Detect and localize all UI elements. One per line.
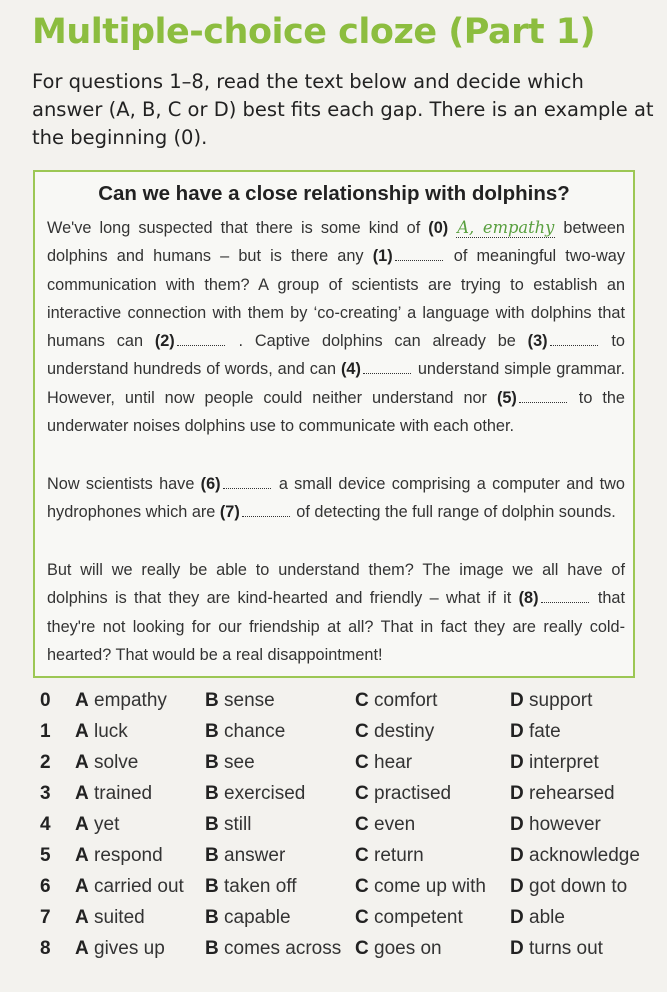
option-d[interactable]: D acknowledge bbox=[510, 845, 640, 866]
option-row bbox=[0, 721, 667, 752]
question-number: 1 bbox=[40, 721, 51, 742]
option-b[interactable]: B answer bbox=[205, 845, 286, 866]
gap-8[interactable] bbox=[541, 601, 589, 603]
option-row bbox=[0, 938, 667, 969]
gap-number-5: (5) bbox=[496, 388, 517, 407]
example-answer: A, empathy bbox=[457, 218, 555, 237]
option-b[interactable]: B still bbox=[205, 814, 252, 835]
question-number: 0 bbox=[40, 690, 51, 711]
option-c[interactable]: C destiny bbox=[355, 721, 435, 742]
option-b[interactable]: B comes across bbox=[205, 938, 342, 959]
option-d[interactable]: D fate bbox=[510, 721, 561, 742]
passage-paragraph-1: We've long suspected that there is some kind of (0) A, empathy between dolphins and humans – but is there any (1) of meaningful two-way communication with them? A group of scientists are trying to establish an interactive connection with them by ‘co-creating’ a language with dolphins that humans can (2) . Captive dolphins can already be (3) to understand hundreds of words, and can (4) understand simple grammar. However, until now people could neither understand nor (5) to the underwater noises dolphins use to communicate with each other. bbox=[47, 218, 626, 436]
gap-4[interactable] bbox=[363, 372, 411, 374]
option-a[interactable]: A trained bbox=[75, 783, 153, 804]
option-a[interactable]: A carried out bbox=[75, 876, 184, 897]
option-b[interactable]: B chance bbox=[205, 721, 286, 742]
option-row bbox=[0, 783, 667, 814]
gap-number-0: (0) bbox=[428, 219, 449, 237]
option-d[interactable]: D however bbox=[510, 814, 601, 835]
option-a[interactable]: A suited bbox=[75, 907, 145, 928]
option-b[interactable]: B taken off bbox=[205, 876, 297, 897]
option-row bbox=[0, 814, 667, 845]
option-d[interactable]: D rehearsed bbox=[510, 783, 615, 804]
option-a[interactable]: A respond bbox=[75, 845, 163, 866]
option-row bbox=[0, 876, 667, 907]
option-c[interactable]: C competent bbox=[355, 907, 463, 928]
option-b[interactable]: B capable bbox=[205, 907, 291, 928]
option-row bbox=[0, 845, 667, 876]
option-a[interactable]: A luck bbox=[75, 721, 128, 742]
gap-number-3: (3) bbox=[527, 332, 548, 351]
passage-title: Can we have a close relationship with dolphins? bbox=[98, 182, 570, 205]
gap-number-8: (8) bbox=[518, 589, 539, 608]
option-b[interactable]: B sense bbox=[205, 690, 275, 711]
page-title: Multiple-choice cloze (Part 1) bbox=[32, 12, 596, 52]
option-a[interactable]: A gives up bbox=[75, 938, 165, 959]
gap-number-1: (1) bbox=[372, 247, 393, 266]
option-c[interactable]: C goes on bbox=[355, 938, 442, 959]
gap-7[interactable] bbox=[242, 515, 290, 517]
option-d[interactable]: D able bbox=[510, 907, 565, 928]
gap-3[interactable] bbox=[550, 344, 598, 346]
option-row bbox=[0, 907, 667, 938]
gap-2[interactable] bbox=[177, 344, 225, 346]
option-c[interactable]: C comfort bbox=[355, 690, 438, 711]
option-c[interactable]: C come up with bbox=[355, 876, 486, 897]
gap-number-6: (6) bbox=[200, 475, 221, 493]
gap-6[interactable] bbox=[223, 487, 271, 489]
option-b[interactable]: B exercised bbox=[205, 783, 306, 804]
option-c[interactable]: C return bbox=[355, 845, 424, 866]
question-number: 5 bbox=[40, 845, 51, 866]
question-number: 2 bbox=[40, 752, 51, 773]
question-number: 6 bbox=[40, 876, 51, 897]
option-c[interactable]: C practised bbox=[355, 783, 452, 804]
option-d[interactable]: D interpret bbox=[510, 752, 599, 773]
gap-5[interactable] bbox=[519, 401, 567, 403]
gap-number-7: (7) bbox=[219, 503, 240, 522]
question-number: 4 bbox=[40, 814, 51, 835]
passage-paragraph-3: But will we really be able to understand them? The image we all have of dolphins is that they are kind-hearted and friendly – what if it (8) that they're not looking for our friendship at all? That in fact they are really cold-hearted? That would be a real disappointment! bbox=[47, 561, 625, 664]
question-number: 8 bbox=[40, 938, 51, 959]
option-c[interactable]: C hear bbox=[355, 752, 413, 773]
option-d[interactable]: D turns out bbox=[510, 938, 603, 959]
option-a[interactable]: A solve bbox=[75, 752, 139, 773]
gap-number-4: (4) bbox=[340, 360, 361, 379]
option-row bbox=[0, 752, 667, 783]
option-b[interactable]: B see bbox=[205, 752, 255, 773]
question-number: 3 bbox=[40, 783, 51, 804]
question-number: 7 bbox=[40, 907, 51, 928]
option-d[interactable]: D got down to bbox=[510, 876, 628, 897]
gap-1[interactable] bbox=[395, 259, 443, 261]
option-d[interactable]: D support bbox=[510, 690, 593, 711]
gap-number-2: (2) bbox=[154, 332, 175, 351]
option-a[interactable]: A empathy bbox=[75, 690, 167, 711]
option-c[interactable]: C even bbox=[355, 814, 416, 835]
passage-paragraph-2: Now scientists have (6) a small device comprising a computer and two hydrophones which are (7) of detecting the full range of dolphin sounds. bbox=[47, 475, 625, 522]
instructions: For questions 1–8, read the text below and decide which answer (A, B, C or D) best fits each gap. There is an example at the beginning (0). bbox=[32, 70, 654, 149]
passage-box bbox=[33, 170, 635, 678]
option-row bbox=[0, 690, 667, 721]
option-a[interactable]: A yet bbox=[75, 814, 120, 835]
